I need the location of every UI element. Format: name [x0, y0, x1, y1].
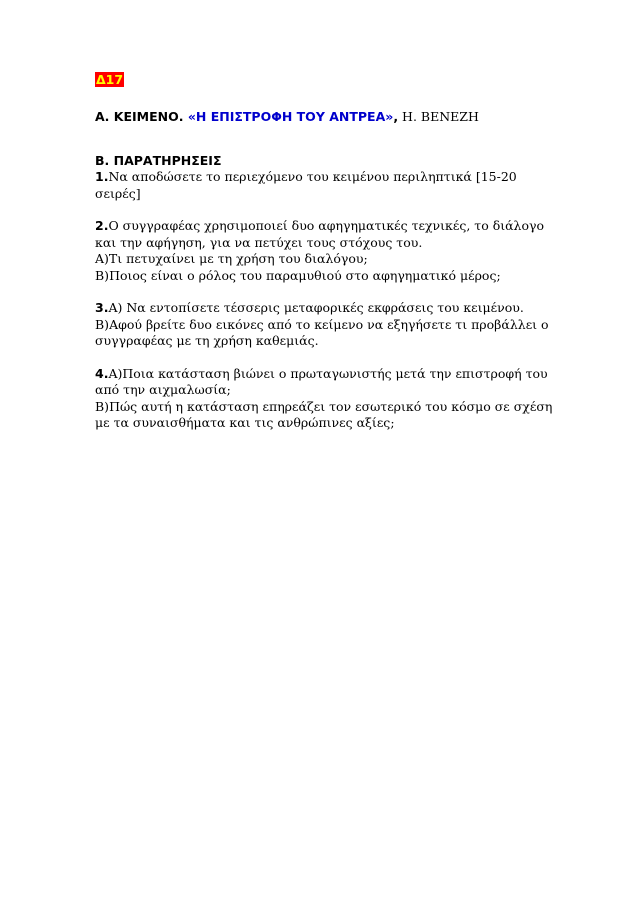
title-comma: ,: [393, 109, 399, 124]
question-text: Α)Ποια κατάσταση βιώνει ο πρωταγωνιστής μετά την επιστροφή του: [108, 365, 548, 381]
question-text: από την αιχμαλωσία;: [95, 382, 231, 397]
question-line: [95, 382, 565, 399]
question-text: σειρές]: [95, 185, 141, 201]
document-title: [95, 109, 565, 126]
question-text: και την αφήγηση, για να πετύχει τους στόχους του.: [95, 234, 423, 250]
question-line: [95, 399, 565, 416]
question-line: [95, 218, 565, 235]
question-text: Να αποδώσετε το περιεχόμενο του κειμένου περιληπτικά [15-20: [108, 169, 517, 184]
question-text: με τα συναισθήματα και τις ανθρώπινες αξίες;: [95, 415, 395, 430]
title-prefix: Α. ΚΕΙΜΕΝΟ.: [95, 109, 188, 124]
question-text: Β)Πώς αυτή η κατάσταση επηρεάζει τον εσωτερικό του κόσμο σε σχέση: [95, 398, 553, 414]
question-line: [95, 186, 565, 203]
question-4: [95, 366, 565, 432]
document-tag: Δ17: [96, 72, 124, 87]
question-text: Β)Ποιος είναι ο ρόλος του παραμυθιού στο αφηγηματικό μέρος;: [95, 267, 501, 283]
question-line: [95, 333, 565, 350]
tag-row: [95, 72, 565, 109]
question-text: Β)Αφού βρείτε δυο εικόνες από το κείμενο να εξηγήσετε τι προβάλλει ο: [95, 316, 549, 332]
questions-list: [95, 169, 565, 432]
title-quoted: «Η ΕΠΙΣΤΡΟΦΗ ΤΟΥ ΑΝΤΡΕΑ»: [187, 109, 394, 124]
question-number: 4.: [95, 365, 109, 381]
title-author: Η. ΒΕΝΕΖΗ: [398, 109, 479, 124]
question-text: Ο συγγραφέας χρησιμοποιεί δυο αφηγηματικές τεχνικές, το διάλογο: [108, 218, 545, 233]
question-line: [95, 268, 565, 285]
section-heading: Β. ΠΑΡΑΤΗΡΗΣΕΙΣ: [95, 152, 222, 168]
question-line: [95, 317, 565, 334]
question-line: [95, 300, 565, 317]
question-line: [95, 415, 565, 432]
question-line: [95, 251, 565, 268]
question-line: [95, 169, 565, 186]
question-3: [95, 300, 565, 350]
question-line: [95, 366, 565, 383]
question-text: Α) Να εντοπίσετε τέσσερις μεταφορικές εκφράσεις του κειμένου.: [108, 300, 524, 315]
question-text: Α)Τι πετυχαίνει με τη χρήση του διαλόγου;: [95, 251, 368, 266]
question-text: συγγραφέας με τη χρήση καθεμιάς.: [95, 333, 319, 348]
question-number: 1.: [95, 169, 109, 184]
question-number: 3.: [95, 300, 109, 315]
document-page: [95, 72, 565, 448]
question-number: 2.: [95, 218, 109, 233]
question-line: [95, 235, 565, 252]
question-1: [95, 169, 565, 202]
question-2: [95, 218, 565, 284]
